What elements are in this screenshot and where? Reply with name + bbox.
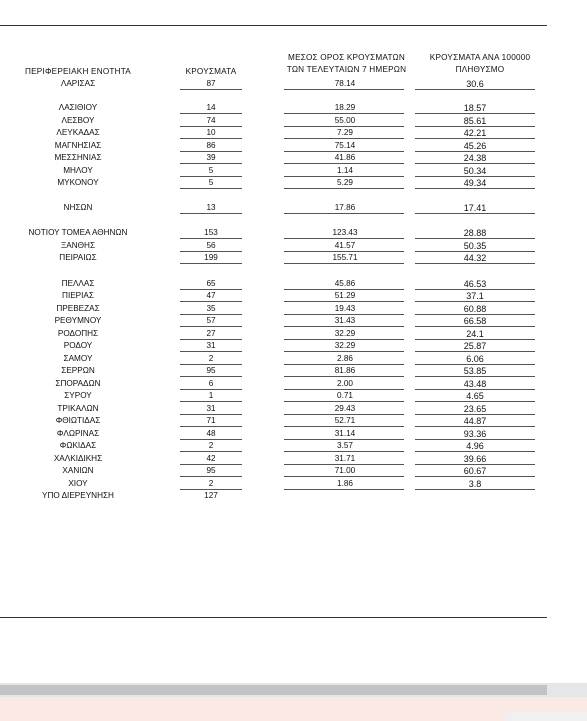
table-row (0, 78, 547, 90)
region-cell: ΡΕΘΥΜΝΟΥ (54, 316, 102, 325)
cell-underline (284, 476, 404, 477)
region-cell: ΛΑΣΙΘΙΟΥ (58, 103, 98, 112)
table-row (0, 365, 547, 377)
header-region: ΠΕΡΙΦΕΡΕΙΑΚΗ ΕΝΟΤΗΤΑ (25, 67, 131, 76)
table-row (0, 315, 547, 327)
cell-underline (180, 138, 242, 139)
cell-underline (180, 188, 242, 189)
region-cell: ΣΑΜΟΥ (63, 354, 93, 363)
per100k-cell: 53.85 (463, 366, 487, 376)
region-cell: ΞΑΝΘΗΣ (60, 241, 96, 250)
cell-underline (415, 188, 535, 189)
cases-cell: 2 (208, 354, 214, 363)
cell-underline (284, 326, 404, 327)
cell-underline (415, 263, 535, 264)
table-row (0, 390, 547, 402)
cell-underline (415, 401, 535, 402)
table-row (0, 403, 547, 415)
cases-cell: 87 (206, 79, 216, 88)
region-cell: ΤΡΙΚΑΛΩΝ (57, 404, 99, 413)
region-cell: ΜΕΣΣΗΝΙΑΣ (54, 153, 102, 162)
corner-panel (505, 711, 587, 721)
region-cell: ΣΠΟΡΑΔΩΝ (55, 379, 101, 388)
cell-underline (180, 213, 242, 214)
cases-cell: 39 (206, 153, 216, 162)
cell-underline (415, 163, 535, 164)
cell-underline (180, 326, 242, 327)
header-per100k (412, 52, 548, 76)
region-cell: ΦΛΩΡΙΝΑΣ (56, 429, 100, 438)
per100k-cell: 85.61 (463, 116, 487, 126)
region-cell: ΜΥΚΟΝΟΥ (57, 178, 99, 187)
table-row (0, 202, 547, 214)
region-cell: ΝΟΤΙΟΥ ΤΟΜΕΑ ΑΘΗΝΩΝ (28, 228, 128, 237)
per100k-cell: 46.53 (463, 279, 487, 289)
per100k-cell: 42.21 (463, 128, 487, 138)
region-cell: ΠΙΕΡΙΑΣ (62, 291, 94, 300)
cell-underline (180, 89, 242, 90)
per100k-cell: 60.88 (463, 304, 487, 314)
region-cell: ΥΠΟ ΔΙΕΡΕΥΝΗΣΗ (42, 491, 114, 500)
per100k-cell: 24.38 (463, 153, 487, 163)
bottom-rule (0, 617, 547, 618)
avg7-cell: 75.14 (334, 141, 356, 150)
avg7-cell: 41.57 (334, 241, 356, 250)
header-avg7-line2: ΤΩΝ ΤΕΛΕΥΤΑΙΩΝ 7 ΗΜΕΡΩΝ (286, 65, 407, 74)
region-cell: ΛΕΣΒΟΥ (61, 116, 95, 125)
per100k-cell: 50.35 (463, 241, 487, 251)
cell-underline (415, 426, 535, 427)
table-row (0, 140, 547, 152)
per100k-cell: 23.65 (463, 404, 487, 414)
per100k-cell: 45.26 (463, 141, 487, 151)
per100k-cell: 93.36 (463, 429, 487, 439)
cases-cell: 74 (206, 116, 216, 125)
region-cell: ΜΗΛΟΥ (63, 166, 93, 175)
cell-underline (180, 163, 242, 164)
avg7-cell: 41.86 (334, 153, 356, 162)
region-cell: ΦΩΚΙΔΑΣ (59, 441, 97, 450)
table-row (0, 490, 547, 502)
cases-cell: 42 (206, 454, 216, 463)
cases-cell: 127 (204, 491, 218, 500)
per100k-cell: 4.65 (466, 391, 484, 401)
avg7-cell: 45.86 (334, 279, 356, 288)
per100k-cell: 4.96 (466, 441, 484, 451)
region-cell: ΧΙΟΥ (68, 479, 88, 488)
avg7-cell: 17.86 (334, 203, 356, 212)
cases-cell: 48 (206, 429, 216, 438)
table-row (0, 227, 547, 239)
scrollbar-thumb[interactable] (0, 685, 547, 695)
region-cell: ΣΕΡΡΩΝ (61, 366, 95, 375)
cases-cell: 35 (206, 304, 216, 313)
region-cell: ΠΕΛΛΑΣ (61, 279, 95, 288)
header-avg7-line1: ΜΕΣΟΣ ΟΡΟΣ ΚΡΟΥΣΜΑΤΩΝ (288, 53, 405, 62)
table-row (0, 290, 547, 302)
cases-cell: 27 (206, 329, 216, 338)
per100k-cell: 50.34 (463, 166, 487, 176)
per100k-cell: 28.88 (463, 228, 487, 238)
cases-cell: 56 (206, 241, 216, 250)
avg7-cell: 52.71 (334, 416, 356, 425)
table-row (0, 177, 547, 189)
table-row (0, 378, 547, 390)
cases-cell: 14 (206, 103, 216, 112)
avg7-cell: 0.71 (337, 391, 353, 400)
cell-underline (284, 401, 404, 402)
avg7-cell: 81.86 (334, 366, 356, 375)
avg7-cell: 71.00 (334, 466, 356, 475)
avg7-cell: 31.43 (334, 316, 356, 325)
per100k-cell: 6.06 (466, 354, 484, 364)
region-cell: ΝΗΣΩΝ (63, 203, 93, 212)
cases-cell: 95 (206, 366, 216, 375)
cell-underline (284, 89, 404, 90)
cell-underline (415, 326, 535, 327)
table-row (0, 152, 547, 164)
per100k-cell: 44.87 (463, 416, 487, 426)
region-cell: ΛΑΡΙΣΑΣ (60, 79, 96, 88)
cell-underline (415, 113, 535, 114)
avg7-cell: 18.29 (334, 103, 356, 112)
table-row (0, 428, 547, 440)
cases-cell: 71 (206, 416, 216, 425)
cases-cell: 6 (208, 379, 214, 388)
per100k-cell: 43.48 (463, 379, 487, 389)
cases-cell: 153 (204, 228, 218, 237)
table-row (0, 240, 547, 252)
avg7-cell: 2.86 (337, 354, 353, 363)
per100k-cell: 30.6 (466, 79, 484, 89)
table-row (0, 453, 547, 465)
per100k-cell: 66.58 (463, 316, 487, 326)
bottom-band (0, 697, 587, 721)
per100k-cell: 24.1 (466, 329, 484, 339)
cell-underline (284, 213, 404, 214)
avg7-cell: 32.29 (334, 341, 356, 350)
region-cell: ΡΟΔΟΥ (63, 341, 93, 350)
avg7-cell: 7.29 (337, 128, 353, 137)
cell-underline (180, 301, 242, 302)
cell-underline (415, 376, 535, 377)
region-cell: ΧΑΝΙΩΝ (62, 466, 94, 475)
header-per100k-line2: ΠΛΗΘΥΣΜΟ (455, 65, 505, 74)
cases-cell: 86 (206, 141, 216, 150)
avg7-cell: 5.29 (337, 178, 353, 187)
per100k-cell: 60.67 (463, 466, 487, 476)
avg7-cell: 123.43 (332, 228, 358, 237)
header-avg7 (279, 52, 414, 76)
cell-underline (284, 451, 404, 452)
header-per100k-line1: ΚΡΟΥΣΜΑΤΑ ΑΝΑ 100000 (429, 53, 531, 62)
cases-cell: 31 (206, 341, 216, 350)
cell-underline (180, 401, 242, 402)
cases-cell: 65 (206, 279, 216, 288)
cell-underline (284, 426, 404, 427)
table-row (0, 353, 547, 365)
cases-cell: 5 (208, 166, 214, 175)
per100k-cell: 44.32 (463, 253, 487, 263)
region-cell: ΣΥΡΟΥ (64, 391, 92, 400)
cell-underline (284, 238, 404, 239)
header-cases: ΚΡΟΥΣΜΑΤΑ (185, 67, 237, 76)
horizontal-scrollbar[interactable] (0, 683, 587, 697)
cases-cell: 13 (206, 203, 216, 212)
cell-underline (180, 426, 242, 427)
cases-cell: 57 (206, 316, 216, 325)
avg7-cell: 31.71 (334, 454, 356, 463)
table-row (0, 278, 547, 290)
cases-cell: 47 (206, 291, 216, 300)
table-row (0, 478, 547, 490)
cases-cell: 95 (206, 466, 216, 475)
table-row (0, 165, 547, 177)
per100k-cell: 17.41 (463, 203, 487, 213)
cell-underline (284, 163, 404, 164)
table-row (0, 303, 547, 315)
cell-underline (284, 113, 404, 114)
avg7-cell: 32.29 (334, 329, 356, 338)
cell-underline (415, 301, 535, 302)
table-row (0, 440, 547, 452)
cases-cell: 10 (206, 128, 216, 137)
avg7-cell: 55.00 (334, 116, 356, 125)
cases-cell: 5 (208, 178, 214, 187)
cell-underline (415, 138, 535, 139)
cell-underline (415, 213, 535, 214)
cases-cell: 2 (208, 441, 214, 450)
region-cell: ΦΘΙΩΤΙΔΑΣ (55, 416, 101, 425)
avg7-cell: 2.00 (337, 379, 353, 388)
per100k-cell: 25.87 (463, 341, 487, 351)
cell-underline (284, 376, 404, 377)
cell-underline (180, 476, 242, 477)
region-cell: ΛΕΥΚΑΔΑΣ (56, 128, 100, 137)
table-row (0, 115, 547, 127)
avg7-cell: 31.14 (334, 429, 356, 438)
region-cell: ΧΑΛΚΙΔΙΚΗΣ (53, 454, 103, 463)
table-row (0, 102, 547, 114)
cell-underline (415, 89, 535, 90)
avg7-cell: 29.43 (334, 404, 356, 413)
cell-underline (415, 451, 535, 452)
cases-cell: 2 (208, 479, 214, 488)
avg7-cell: 1.86 (337, 479, 353, 488)
cell-underline (415, 476, 535, 477)
cell-underline (284, 138, 404, 139)
cell-underline (180, 263, 242, 264)
cell-underline (284, 263, 404, 264)
cell-underline (180, 238, 242, 239)
table-row (0, 328, 547, 340)
cell-underline (284, 188, 404, 189)
per100k-cell: 3.8 (468, 479, 482, 489)
cell-underline (284, 351, 404, 352)
avg7-cell: 19.43 (334, 304, 356, 313)
per100k-cell: 37.1 (466, 291, 484, 301)
avg7-cell: 78.14 (334, 79, 356, 88)
region-cell: ΠΕΙΡΑΙΩΣ (59, 253, 97, 262)
cases-cell: 31 (206, 404, 216, 413)
avg7-cell: 155.71 (332, 253, 358, 262)
table-row (0, 127, 547, 139)
region-cell: ΡΟΔΟΠΗΣ (57, 329, 99, 338)
region-cell: ΠΡΕΒΕΖΑΣ (56, 304, 100, 313)
cell-underline (415, 238, 535, 239)
cell-underline (180, 376, 242, 377)
avg7-cell: 3.57 (337, 441, 353, 450)
per100k-cell: 18.57 (463, 103, 487, 113)
cell-underline (180, 113, 242, 114)
avg7-cell: 51.29 (334, 291, 356, 300)
table-row (0, 340, 547, 352)
cell-underline (284, 301, 404, 302)
region-cell: ΜΑΓΝΗΣΙΑΣ (54, 141, 102, 150)
cell-underline (415, 351, 535, 352)
table-row (0, 415, 547, 427)
top-rule (0, 25, 547, 26)
cases-cell: 199 (204, 253, 218, 262)
cell-underline (180, 451, 242, 452)
table-row (0, 465, 547, 477)
table-row (0, 252, 547, 264)
cases-cell: 1 (208, 391, 214, 400)
per100k-cell: 39.66 (463, 454, 487, 464)
cell-underline (180, 351, 242, 352)
avg7-cell: 1.14 (337, 166, 353, 175)
per100k-cell: 49.34 (463, 178, 487, 188)
